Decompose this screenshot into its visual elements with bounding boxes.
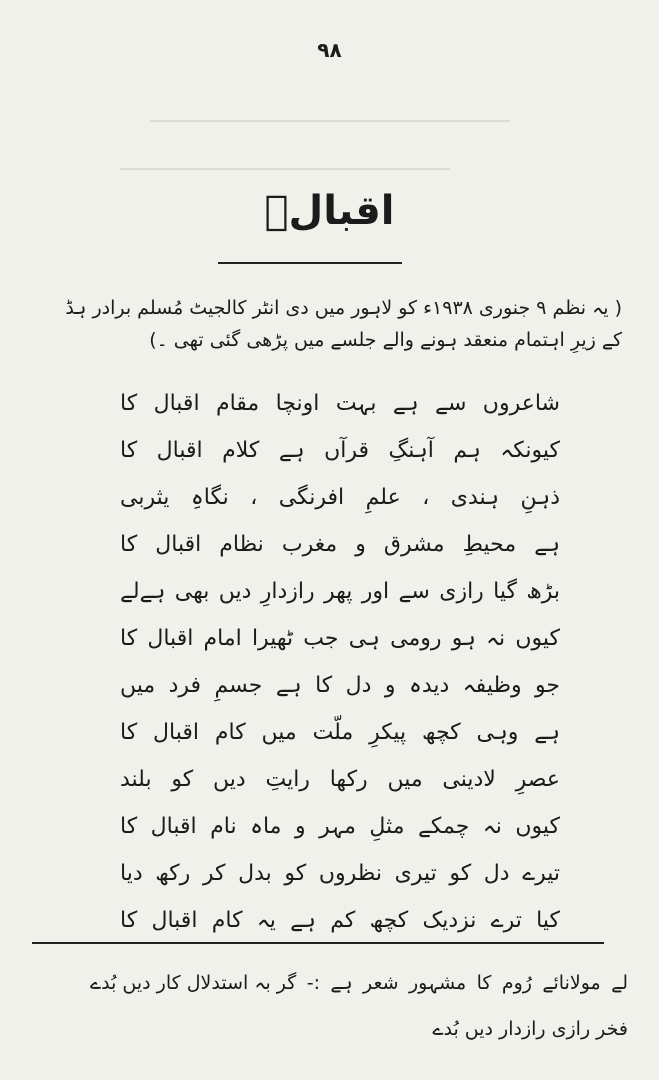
poem-verse: ذہنِ ہندی ، علمِ افرنگی ، نگاہِ یثربی xyxy=(120,485,560,510)
poem-verse: کیونکہ ہم آہنگِ قرآں ہے کلام اقبال کا xyxy=(120,438,560,463)
poem-verse: کیوں نہ چمکے مثلِ مہر و ماہ نام اقبال کا xyxy=(120,814,560,839)
footnote-line xyxy=(90,1018,628,1040)
poem-verse: کیوں نہ ہو رومی ہی جب ٹھیرا امام اقبال کا xyxy=(120,626,560,651)
poem-verse: ہے وہی کچھ پیکرِ ملّت میں کام اقبال کا xyxy=(120,720,560,745)
page-title: اقبالؒ xyxy=(264,188,395,234)
footnote-prefix: لے مولانائے رُوم کا مشہور شعر ہے :- xyxy=(306,972,628,994)
poem-verse: شاعروں سے ہے بہت اونچا مقام اقبال کا xyxy=(120,391,560,416)
page-number: ۹۸ xyxy=(317,38,342,62)
intro-note: ( یہ نظم ۹ جنوری ۱۹۳۸ء کو لاہور میں دی انٹر کالجیٹ مُسلم برادر ہڈ کے زیرِ اہتمام منعقد ہونے والے جلسے میں پڑھی گئی تھی ۔) xyxy=(65,297,622,351)
poem-verse: بڑھ گیا رازی سے اور پھر رازدارِ دیں بھی ہےلے xyxy=(120,579,560,604)
bleed-through-mark xyxy=(150,120,510,122)
bleed-through-mark xyxy=(120,168,450,170)
footnote-separator xyxy=(32,942,604,944)
footnote-verse: فخرِ رازی رازدارِ دیں بُدے xyxy=(432,1018,628,1040)
poem xyxy=(120,380,560,944)
poem-verse: ہے محیطِ مشرق و مغرب نظام اقبال کا xyxy=(120,532,560,557)
poem-verse: کیا ترے نزدیک کچھ کم ہے یہ کام اقبال کا xyxy=(120,908,560,933)
poem-verse: جو وظیفہ دیدہ و دل کا ہے جسمِ فرد میں xyxy=(120,673,560,698)
poem-verse: تیرے دل کو تیری نظروں کو بدل کر رکھ دیا xyxy=(120,861,560,886)
footnote-line xyxy=(90,972,628,994)
footnote-verse: گر بہ استدلال کارِ دیں بُدے xyxy=(90,972,297,994)
poem-verse: عصرِ لادینی میں رکھا رایتِ دیں کو بلند xyxy=(120,767,560,792)
title-underline xyxy=(218,262,402,264)
